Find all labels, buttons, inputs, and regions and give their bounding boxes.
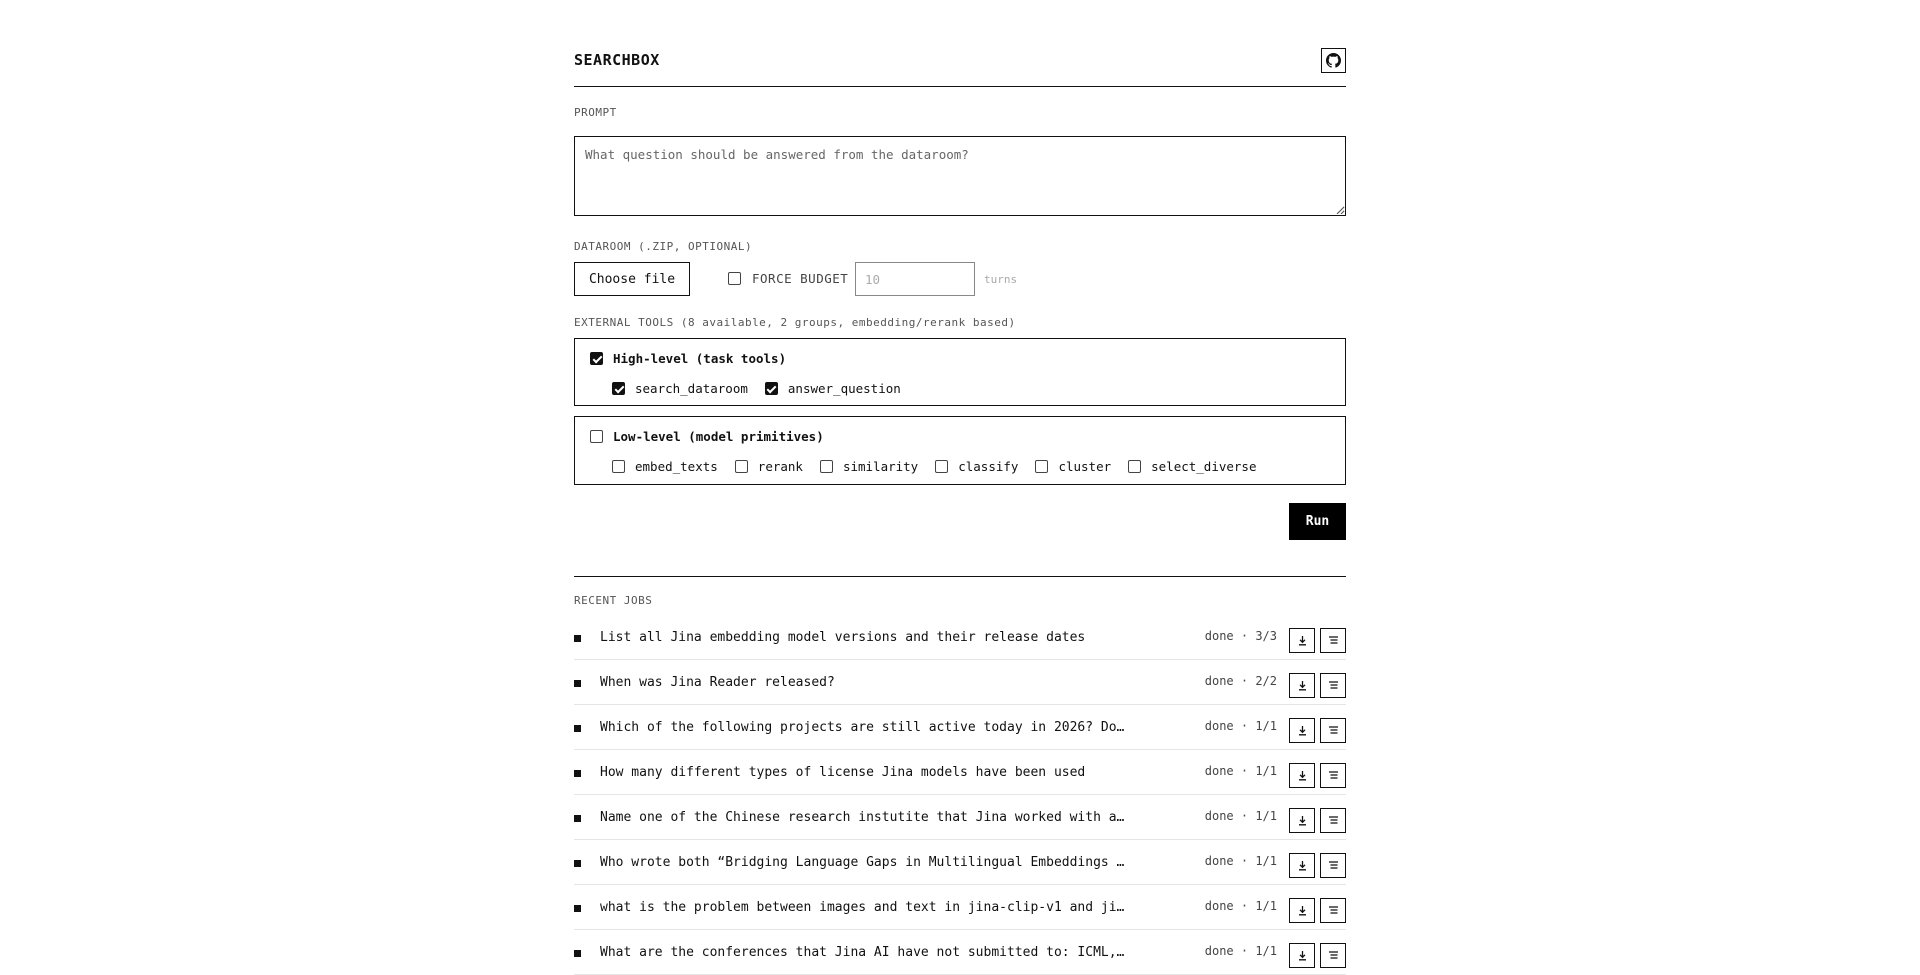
download-button[interactable]: [1289, 673, 1315, 698]
turns-unit-label: turns: [984, 273, 1018, 286]
tool-cluster: [1035, 459, 1111, 474]
tool-search-dataroom: [612, 381, 748, 396]
job-bullet-icon: [574, 770, 581, 777]
tool-name: embed_texts: [635, 459, 718, 474]
lines-icon: [1328, 815, 1339, 826]
download-icon: [1297, 725, 1308, 736]
app-container: [574, 0, 1346, 960]
download-button[interactable]: [1289, 898, 1315, 923]
download-button[interactable]: [1289, 943, 1315, 968]
download-icon: [1297, 950, 1308, 961]
tool-similarity: [820, 459, 918, 474]
job-row: [574, 930, 1346, 975]
recent-jobs-label: RECENT JOBS: [574, 594, 653, 607]
job-bullet-icon: [574, 950, 581, 957]
force-budget-checkbox[interactable]: [728, 272, 741, 285]
low-level-group-title: Low-level (model primitives): [613, 429, 824, 444]
prompt-input[interactable]: [574, 136, 1346, 216]
download-icon: [1297, 680, 1308, 691]
download-icon: [1297, 770, 1308, 781]
dataroom-label: DATAROOM (.ZIP, OPTIONAL): [574, 240, 753, 253]
tool-classify: [935, 459, 1018, 474]
search-dataroom-checkbox[interactable]: [612, 382, 625, 395]
force-budget-label: FORCE BUDGET: [752, 271, 849, 286]
download-icon: [1297, 635, 1308, 646]
job-question[interactable]: How many different types of license Jina models have been used: [600, 765, 1086, 780]
job-bullet-icon: [574, 680, 581, 687]
prompt-label: PROMPT: [574, 106, 617, 119]
github-button[interactable]: [1321, 48, 1346, 73]
job-question[interactable]: Name one of the Chinese research instutite that Jina worked with a…: [600, 810, 1125, 825]
job-question[interactable]: Who wrote both “Bridging Language Gaps in Multilingual Embeddings …: [600, 855, 1125, 870]
low-level-tool-list: [612, 459, 1273, 474]
tool-group-header: [590, 351, 786, 366]
view-log-button[interactable]: [1320, 763, 1346, 788]
job-row: [574, 705, 1346, 750]
job-row: [574, 795, 1346, 840]
tool-select-diverse: [1128, 459, 1256, 474]
job-status: done · 1/1: [1204, 944, 1277, 958]
job-row: [574, 660, 1346, 705]
tool-name: rerank: [757, 459, 803, 474]
tool-name: answer_question: [787, 381, 901, 396]
job-status: done · 1/1: [1204, 764, 1277, 778]
job-question[interactable]: List all Jina embedding model versions and their release dates: [600, 630, 1086, 645]
budget-turns-input[interactable]: [855, 262, 975, 296]
job-bullet-icon: [574, 905, 581, 912]
download-icon: [1297, 815, 1308, 826]
view-log-button[interactable]: [1320, 628, 1346, 653]
job-row: [574, 615, 1346, 660]
download-button[interactable]: [1289, 628, 1315, 653]
high-level-group-checkbox[interactable]: [590, 352, 603, 365]
job-question[interactable]: What are the conferences that Jina AI have not submitted to: ICML,…: [600, 945, 1125, 960]
tool-name: classify: [958, 459, 1019, 474]
view-log-button[interactable]: [1320, 718, 1346, 743]
rerank-checkbox[interactable]: [735, 460, 748, 473]
classify-checkbox[interactable]: [935, 460, 948, 473]
tool-answer-question: [765, 381, 901, 396]
view-log-button[interactable]: [1320, 808, 1346, 833]
job-status: done · 3/3: [1204, 629, 1277, 643]
tool-name: cluster: [1058, 459, 1112, 474]
lines-icon: [1328, 860, 1339, 871]
section-divider: [574, 576, 1346, 577]
low-level-group-checkbox[interactable]: [590, 430, 603, 443]
download-button[interactable]: [1289, 808, 1315, 833]
similarity-checkbox[interactable]: [820, 460, 833, 473]
view-log-button[interactable]: [1320, 853, 1346, 878]
lines-icon: [1328, 635, 1339, 646]
high-level-tool-list: [612, 381, 918, 396]
view-log-button[interactable]: [1320, 673, 1346, 698]
tool-rerank: [735, 459, 803, 474]
header: [574, 0, 1346, 87]
view-log-button[interactable]: [1320, 943, 1346, 968]
job-bullet-icon: [574, 860, 581, 867]
download-button[interactable]: [1289, 763, 1315, 788]
answer-question-checkbox[interactable]: [765, 382, 778, 395]
tool-embed-texts: [612, 459, 718, 474]
lines-icon: [1328, 950, 1339, 961]
job-status: done · 1/1: [1204, 899, 1277, 913]
tool-group-header: [590, 429, 824, 444]
embed-texts-checkbox[interactable]: [612, 460, 625, 473]
lines-icon: [1328, 905, 1339, 916]
tool-name: similarity: [842, 459, 919, 474]
job-question[interactable]: what is the problem between images and text in jina-clip-v1 and ji…: [600, 900, 1125, 915]
job-question[interactable]: When was Jina Reader released?: [600, 675, 835, 690]
job-question[interactable]: Which of the following projects are still active today in 2026? Do…: [600, 720, 1125, 735]
job-status: done · 1/1: [1204, 854, 1277, 868]
lines-icon: [1328, 770, 1339, 781]
run-button[interactable]: Run: [1289, 503, 1346, 540]
tool-name: search_dataroom: [635, 381, 748, 396]
download-button[interactable]: [1289, 853, 1315, 878]
select-diverse-checkbox[interactable]: [1128, 460, 1141, 473]
job-bullet-icon: [574, 725, 581, 732]
download-icon: [1297, 860, 1308, 871]
choose-file-button[interactable]: Choose file: [574, 262, 690, 296]
lines-icon: [1328, 680, 1339, 691]
recent-jobs-list: [574, 615, 1346, 975]
tool-group-low-level: [574, 416, 1346, 485]
cluster-checkbox[interactable]: [1035, 460, 1048, 473]
download-icon: [1297, 905, 1308, 916]
job-bullet-icon: [574, 635, 581, 642]
job-status: done · 1/1: [1204, 809, 1277, 823]
lines-icon: [1328, 725, 1339, 736]
tool-group-high-level: [574, 338, 1346, 406]
view-log-button[interactable]: [1320, 898, 1346, 923]
download-button[interactable]: [1289, 718, 1315, 743]
job-bullet-icon: [574, 815, 581, 822]
job-status: done · 1/1: [1204, 719, 1277, 733]
job-row: [574, 750, 1346, 795]
job-row: [574, 885, 1346, 930]
job-status: done · 2/2: [1204, 674, 1277, 688]
tool-name: select_diverse: [1151, 459, 1257, 474]
high-level-group-title: High-level (task tools): [613, 351, 787, 366]
app-title: SEARCHBOX: [574, 51, 660, 69]
github-icon: [1326, 53, 1341, 68]
external-tools-label: EXTERNAL TOOLS (8 available, 2 groups, embedding/rerank based): [574, 316, 1016, 329]
job-row: [574, 840, 1346, 885]
resize-grip-icon[interactable]: [1336, 206, 1344, 214]
